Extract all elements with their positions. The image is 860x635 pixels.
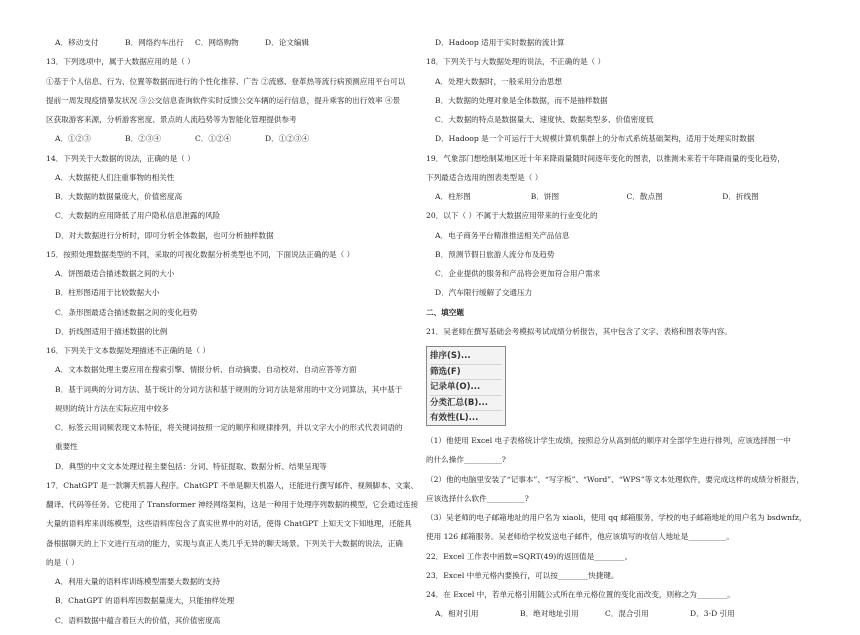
option-text: B．预测节假日旅游人流分布及趋势 (435, 249, 555, 259)
option-text: C．条形图最适合描述数据之间的变化趋势 (55, 307, 198, 317)
option-text: D．对大数据进行分析时，即可分析全体数据，也可分析抽样数据 (55, 230, 274, 240)
question-text: 24．在 Excel 中，若单元格引用随公式所在单元格位置的变化而改变，则称之为________。 (426, 590, 735, 599)
question-text: 翻译、代码等任务。它使用了 Transformer 神经网络架构，这是一种用于处理序列数据的模型，它会通过连接 (46, 500, 419, 509)
option-text: 规则的统计方法在实际应用中较多 (55, 403, 169, 413)
question-text: 提前一周发现疫情暴发状况 ③公交信息查询软件实时反馈公交车辆的运行信息，提升乘客的出行效率 ④景 (46, 95, 401, 105)
option-text: B．大数据的处理对象是全体数据，而不是抽样数据 (435, 95, 608, 105)
option-text: D．①②③④ (265, 134, 310, 144)
option-text: C．①②④ (195, 134, 232, 144)
excel-data-menu-image (426, 346, 506, 426)
option-text: A．①②③ (55, 134, 91, 144)
option-text: D．论文编辑 (265, 38, 310, 47)
right-column (426, 38, 818, 629)
option-text: D．折线图 (722, 192, 759, 201)
option-text: B．网络约车出行 (125, 38, 184, 47)
option-text: 重要性 (55, 442, 78, 452)
option-text: D．3-D 引用 (690, 609, 735, 619)
option-text: B．ChatGPT 的语料库因数据量庞大，只能抽样处理 (55, 596, 235, 606)
question-text: ①基于个人信息、行为、位置等数据而进行的个性化推荐、广告 ②流感、登革热等流行病预测应用平台可以 (46, 76, 406, 86)
option-text: C．网络购物 (195, 38, 239, 47)
option-text: B．柱形图适用于比较数据大小 (55, 288, 160, 298)
question-text: 16．下列关于文本数据处理描述不正确的是（ ） (46, 346, 210, 355)
option-text: D．典型的中文文本处理过程主要包括：分词、特征提取、数据分析、结果呈现等 (55, 461, 327, 471)
option-text: A．移动支付 (55, 38, 99, 47)
options-row (55, 38, 424, 48)
question-text: 17．ChatGPT 是一款聊天机器人程序。ChatGPT 不单是聊天机器人，还能进行撰写邮件、视频脚本、文案、 (46, 480, 419, 490)
option-text: C．企业提供的服务和产品将会更加符合用户需求 (435, 269, 601, 278)
question-text: （2）他的电脑里安装了“记事本”、“写字板”、“Word”、“WPS”等文本处理软件，要完成这样的成绩分析报告， (426, 474, 805, 484)
option-text: A．文本数据处理主要应用在搜索引擎、情报分析、自动摘要、自动校对、自动应答等方面 (55, 365, 357, 375)
option-text: B．饼图 (530, 192, 560, 201)
option-text: C．标签云用词频表现文本特征，将关键词按照一定的顺序和规律排列，并以文字大小的形式代表词语的 (55, 423, 403, 432)
options-row (55, 134, 424, 144)
menu-item: 记录单(O)... (430, 380, 502, 396)
question-text: 应该选择什么软件__________? (426, 493, 529, 503)
question-text: 使用 126 邮箱服务。吴老师给学校发送电子邮件，他应该填写的收信人地址是__________。 (426, 532, 734, 542)
question-text: 下列最适合选用的图表类型是（ ） (426, 172, 543, 182)
menu-item: 排序(S)... (430, 349, 502, 365)
right-questions-bottom (426, 436, 818, 620)
question-text: 大量的语料库来训练模型，这些语料库包含了真实世界中的对话，使得 ChatGPT 上知天文下知地理，还能具 (46, 519, 412, 529)
menu-item: 分类汇总(B)... (430, 396, 502, 412)
option-text: C．散点图 (626, 192, 663, 201)
question-text: 区获取游客来源，分析游客密度、景点的人流趋势等为智能化管理提供参考 (46, 115, 297, 124)
option-text: D．Hadoop 适用于实时数据的流计算 (435, 38, 565, 47)
right-questions-top (426, 38, 818, 337)
question-text: 21．吴老师在撰写基础会考模拟考试成绩分析报告，其中包含了文字、表格和图表等内容。 (426, 326, 732, 336)
question-text: （1）他使用 Excel 电子表格统计学生成绩，按照总分从高到低的顺序对全部学生进行排列，应该选择图一中 (426, 436, 791, 445)
option-text: A．利用大量的语料库训练模型需要大数据的支持 (55, 577, 220, 586)
option-text: A．柱形图 (435, 192, 471, 201)
question-text: 23．Excel 中单元格内要换行，可以按________快捷键。 (426, 570, 619, 580)
options-row (435, 609, 818, 619)
option-text: C．大数据的特点是数据量大、速度快、数据类型多、价值密度低 (435, 115, 654, 124)
question-text: 19．气象部门想绘制某地区近十年来降雨量随时间逐年变化的图表，以推测未来若干年降雨量的变化趋势， (426, 153, 785, 163)
option-text: A．电子商务平台精准推送相关产品信息 (435, 230, 570, 240)
menu-item: 有效性(L)... (430, 413, 479, 423)
left-column (46, 38, 424, 635)
section-heading: 二、填空题 (426, 307, 464, 317)
question-text: （3）吴老师的电子邮箱地址的用户名为 xiaoli，使用 qq 邮箱服务，学校的电子邮箱地址的用户名为 bsdwnfz， (426, 513, 807, 522)
option-text: A．处理大数据时，一般采用分治思想 (435, 76, 562, 86)
option-text: D．Hadoop 是一个可运行于大规模计算机集群上的分布式系统基础架构，适用于处理实时数据 (435, 134, 755, 144)
question-text: 的是（ ） (46, 557, 79, 567)
question-text: 的什么操作__________? (426, 455, 507, 465)
question-text: 20．以下（ ）不属于大数据应用带来的行业变化的 (426, 211, 598, 221)
option-text: A．大数据使人们注重事物的相关性 (55, 172, 175, 182)
menu-item: 筛选(F) (430, 365, 502, 381)
question-text: 22．Excel 工作表中函数=SQRT(49)的返回值是________。 (426, 551, 633, 561)
options-row (435, 192, 818, 202)
option-text: A．饼图最适合描述数据之间的大小 (55, 269, 175, 278)
option-text: B．绝对地址引用 (520, 609, 579, 619)
question-text: 15．按照处理数据类型的不同，采取的可视化数据分析类型也不同，下面说法正确的是（ ） (46, 249, 355, 259)
option-text: B．基于词典的分词方法、基于统计的分词方法和基于规则的分词方法是常用的中文分词算法，其中基于 (55, 384, 403, 394)
option-text: B．大数据的数据量庞大，价值密度高 (55, 192, 183, 201)
option-text: D．折线图适用于描述数据的比例 (55, 326, 168, 336)
question-text: 备根据聊天的上下文进行互动的能力，实现与真正人类几乎无异的聊天场景。下列关于大数据的说法，正确 (46, 538, 403, 548)
option-text: C．语料数据中蕴含着巨大的价值，其价值密度高 (55, 615, 221, 625)
question-text: 14．下列关于大数据的说法，正确的是（ ） (46, 153, 195, 163)
option-text: D．汽车限行缓解了交通压力 (435, 288, 533, 298)
option-text: C．混合引用 (605, 609, 649, 619)
option-text: C．大数据的应用降低了用户隐私信息泄露的风险 (55, 211, 221, 221)
option-text: B．②③④ (125, 134, 161, 144)
question-text: 18．下列关于与大数据处理的说法，不正确的是（ ） (426, 57, 606, 67)
question-text: 13．下列选项中，属于大数据应用的是（ ） (46, 57, 195, 67)
option-text: A．相对引用 (435, 609, 479, 619)
